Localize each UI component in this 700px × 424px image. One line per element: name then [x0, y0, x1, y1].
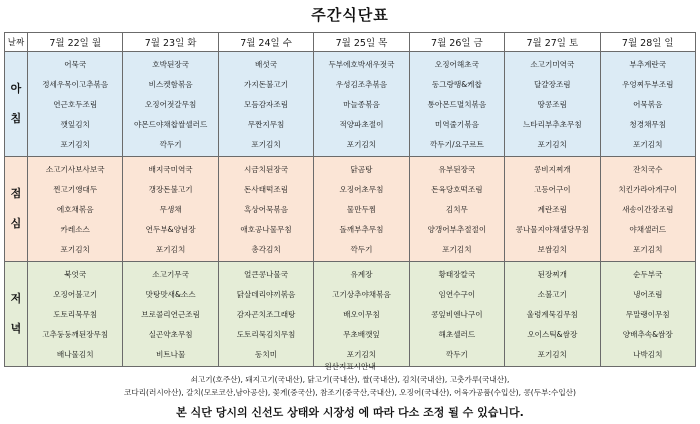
menu-item: 깍두기/요구르트: [429, 139, 484, 149]
menu-item: 포기김치: [442, 244, 472, 254]
menu-item: 고추둥둥깨된장무침: [42, 329, 109, 339]
menu-item: 돈사태떡조림: [244, 184, 289, 194]
menu-cell: [505, 157, 600, 262]
menu-item: 야채샐러드: [629, 224, 667, 234]
origin-line: 코다리(러시아산), 갈치(모로코산,남아공산), 꽃게(중국산), 참조기(중국산,국내산), 오징어(국내산), 어육가공품(수입산), 콩(두부:수입산): [124, 388, 576, 397]
menu-item: 물만두찜: [346, 204, 377, 214]
menu-item: 포기김치: [60, 244, 90, 254]
menu-item-list: [410, 157, 504, 261]
menu-item: 땅콩조림: [537, 99, 567, 109]
menu-cell: [218, 157, 313, 262]
menu-item-list: [219, 52, 313, 156]
menu-cell: [409, 262, 504, 367]
menu-item-list: [123, 157, 217, 261]
menu-item: 도토리묵무침: [53, 309, 98, 319]
menu-item: 고기상추야채볶음: [332, 289, 391, 299]
day-header: 7월 22일 월: [28, 33, 123, 52]
menu-item: 맛탕맛새&소스: [145, 289, 196, 299]
menu-item: 호박된장국: [152, 59, 189, 69]
menu-item-list: [601, 262, 695, 366]
menu-item: 소고기무국: [152, 269, 189, 279]
menu-item: 적양파초절이: [339, 119, 384, 129]
menu-item: 브로콜리연근조림: [141, 309, 200, 319]
menu-item-list: [410, 52, 504, 156]
menu-item: 갱장돈불고기: [148, 184, 193, 194]
menu-cell: [505, 262, 600, 367]
breakfast-row: [5, 52, 696, 157]
day-header: 7월 23일 화: [123, 33, 218, 52]
day-header: 7월 27일 토: [505, 33, 600, 52]
menu-item: 콩비지찌개: [533, 164, 571, 174]
page-title: 주간식단표: [311, 6, 389, 24]
origin-info: [4, 360, 696, 402]
menu-cell: [600, 52, 695, 157]
menu-item: 어묵국: [64, 59, 87, 69]
menu-item: 청경채무침: [629, 119, 667, 129]
menu-item: 깍두기: [445, 349, 468, 359]
menu-item: 통아몬드멸치볶음: [427, 99, 487, 109]
menu-item: 우성김조추볶음: [335, 79, 388, 89]
menu-cell: [314, 52, 409, 157]
menu-item: 마늘종볶음: [343, 99, 380, 109]
menu-item-list: [601, 157, 695, 261]
dinner-row: [5, 262, 696, 367]
menu-item-list: [505, 262, 599, 366]
menu-item: 총각김치: [251, 244, 281, 254]
menu-item: 해초셀러드: [438, 329, 476, 339]
menu-item: 미역줄기볶음: [434, 119, 479, 129]
menu-item: 임연수구이: [438, 289, 476, 299]
date-header: 날짜: [5, 33, 28, 52]
menu-item: 포기김치: [633, 139, 663, 149]
menu-item: 오징어불고기: [53, 289, 98, 299]
menu-item: 달걀장조림: [533, 79, 571, 89]
menu-item: 무초배깻잎: [343, 329, 380, 339]
menu-item: 연두부&양념장: [145, 224, 196, 234]
menu-item: 에호채볶음: [56, 204, 94, 214]
menu-item: 깍두기: [350, 244, 373, 254]
menu-item: 냉어조림: [633, 289, 663, 299]
menu-item: 정세우목이고추볶음: [42, 79, 109, 89]
menu-item: 소고기사보사보국: [45, 164, 105, 174]
menu-item: 깍두기: [159, 139, 182, 149]
menu-body: [5, 52, 696, 367]
menu-item: 두부에호박새우젓국: [328, 59, 395, 69]
menu-item-list: [601, 52, 695, 156]
menu-item: 포기김치: [60, 139, 90, 149]
day-header: 7월 25일 목: [314, 33, 409, 52]
menu-cell: [600, 262, 695, 367]
origin-line: 쇠고기(호주산), 돼지고기(국내산), 닭고기(국내산), 쌀(국내산), 김치(국내산), 고춧가루(국내산),: [190, 375, 510, 384]
menu-item: 돌깨부추무침: [339, 224, 384, 234]
menu-item: 애호공나물무침: [240, 224, 292, 234]
menu-cell: [123, 52, 218, 157]
notice-text: 본 식단 당시의 신선도 상태와 시장성 에 따라 다소 조정 될 수 있습니다.: [176, 406, 524, 419]
menu-item: 배섯국: [255, 59, 278, 69]
menu-item-list: [28, 52, 122, 156]
menu-item: 콩잎비엔나구이: [431, 309, 483, 319]
menu-item: 북엇국: [64, 269, 87, 279]
menu-cell: [600, 157, 695, 262]
menu-item: 무짠지무침: [247, 119, 285, 129]
menu-item: 콩나물지야채샐당무침: [515, 224, 589, 234]
menu-item: 어묵볶음: [633, 99, 663, 109]
menu-item: 감자곤치조그래탕: [236, 309, 296, 319]
menu-item: 포기김치: [537, 349, 567, 359]
menu-item: 우엉찌두부조림: [622, 79, 674, 89]
menu-item: 보쌈김치: [537, 244, 567, 254]
menu-item-list: [28, 157, 122, 261]
menu-item: 된장찌개: [537, 269, 567, 279]
menu-item-list: [505, 157, 599, 261]
menu-item: 양배추속&쌈장: [622, 329, 673, 339]
weekly-menu-table: [4, 32, 696, 367]
menu-item: 연근호두조림: [53, 99, 98, 109]
meal-label: 저 녁: [5, 262, 28, 367]
menu-item-list: [314, 157, 408, 261]
menu-cell: [409, 52, 504, 157]
day-header: 7월 24일 수: [218, 33, 313, 52]
menu-item: 포기김치: [537, 139, 567, 149]
menu-cell: [123, 157, 218, 262]
menu-item: 유부된장국: [438, 164, 476, 174]
menu-item: 오징어젓갈무침: [144, 99, 197, 109]
menu-cell: [28, 52, 123, 157]
menu-item: 포기김치: [633, 244, 663, 254]
menu-item: 새송이간장조림: [622, 204, 674, 214]
menu-item: 느타리부추초무침: [522, 119, 582, 129]
menu-item: 포기김치: [346, 139, 377, 149]
menu-item: 얼큰콩나물국: [244, 269, 289, 279]
menu-item: 김치무: [445, 204, 468, 214]
menu-item: 오징어초무침: [339, 184, 384, 194]
menu-item: 나박김치: [633, 349, 663, 359]
menu-item: 황태장칼국: [438, 269, 476, 279]
menu-cell: [28, 157, 123, 262]
menu-cell: [123, 262, 218, 367]
menu-cell: [218, 52, 313, 157]
lunch-row: [5, 157, 696, 262]
menu-cell: [314, 262, 409, 367]
menu-cell: [28, 262, 123, 367]
menu-item: 닭살데리야끼볶음: [236, 289, 296, 299]
menu-item-list: [314, 52, 408, 156]
day-header: 7월 26일 금: [409, 33, 504, 52]
menu-item-list: [123, 52, 217, 156]
menu-item: 포기김치: [251, 139, 281, 149]
menu-item: 가지돈불고기: [244, 79, 289, 89]
menu-item: 카레소스: [60, 224, 90, 234]
menu-item: 동그랑땡&케찹: [431, 79, 482, 89]
menu-item-list: [505, 52, 599, 156]
menu-item: 포기김치: [155, 244, 186, 254]
menu-item: 무말랭이무침: [625, 309, 670, 319]
menu-item: 유계장: [350, 269, 373, 279]
menu-item-list: [28, 262, 122, 366]
menu-item: 배지국미역국: [148, 164, 193, 174]
menu-item: 흑상어묵볶음: [244, 204, 289, 214]
menu-item: 배오이무침: [343, 309, 380, 319]
menu-item: 순두부국: [633, 269, 663, 279]
menu-item: 울렁계묵김무침: [526, 309, 578, 319]
menu-item-list: [410, 262, 504, 366]
menu-item: 찐고기앵대두: [53, 184, 98, 194]
menu-item: 비트나물: [155, 349, 186, 359]
menu-item: 계란조림: [537, 204, 567, 214]
origin-heading: 원산지표시안내: [324, 362, 376, 371]
menu-item: 부추계란국: [629, 59, 667, 69]
menu-item: 실곤약초무침: [148, 329, 193, 339]
menu-item: 도토리묵김치무침: [236, 329, 296, 339]
menu-item: 소불고기: [537, 289, 567, 299]
menu-cell: [409, 157, 504, 262]
menu-item-list: [123, 262, 217, 366]
menu-item: 소고기미역국: [530, 59, 575, 69]
menu-item-list: [219, 262, 313, 366]
menu-item: 야몬드야채찹쌀셀러드: [133, 119, 208, 129]
header-row: [5, 33, 696, 52]
menu-item: 무생채: [159, 204, 182, 214]
menu-item: 비스켓함볶음: [148, 79, 193, 89]
menu-cell: [505, 52, 600, 157]
menu-item: 배나물김치: [56, 349, 94, 359]
day-header: 7월 28일 일: [600, 33, 695, 52]
menu-item-list: [219, 157, 313, 261]
menu-item: 포기김치: [346, 349, 377, 359]
menu-item: 고등어구이: [533, 184, 571, 194]
menu-item: 돈육당호떡조림: [431, 184, 483, 194]
menu-item: 시금치된장국: [244, 164, 289, 174]
menu-item: 모듬감자조림: [244, 99, 289, 109]
menu-cell: [218, 262, 313, 367]
menu-item: 닭곰탕: [350, 164, 373, 174]
menu-item: 잔치국수: [633, 164, 663, 174]
meal-label: 아 침: [5, 52, 28, 157]
menu-item: 오이스틱&쌈장: [527, 329, 578, 339]
menu-item: 양갱어부추절절이: [427, 224, 487, 234]
menu-item: 오징어해초국: [434, 59, 479, 69]
menu-cell: [314, 157, 409, 262]
menu-item-list: [314, 262, 408, 366]
menu-item: 치킨가라아게구이: [618, 184, 678, 194]
menu-item: 깻잎김치: [60, 119, 90, 129]
menu-item: 동치미: [255, 349, 278, 359]
meal-label: 점 심: [5, 157, 28, 262]
